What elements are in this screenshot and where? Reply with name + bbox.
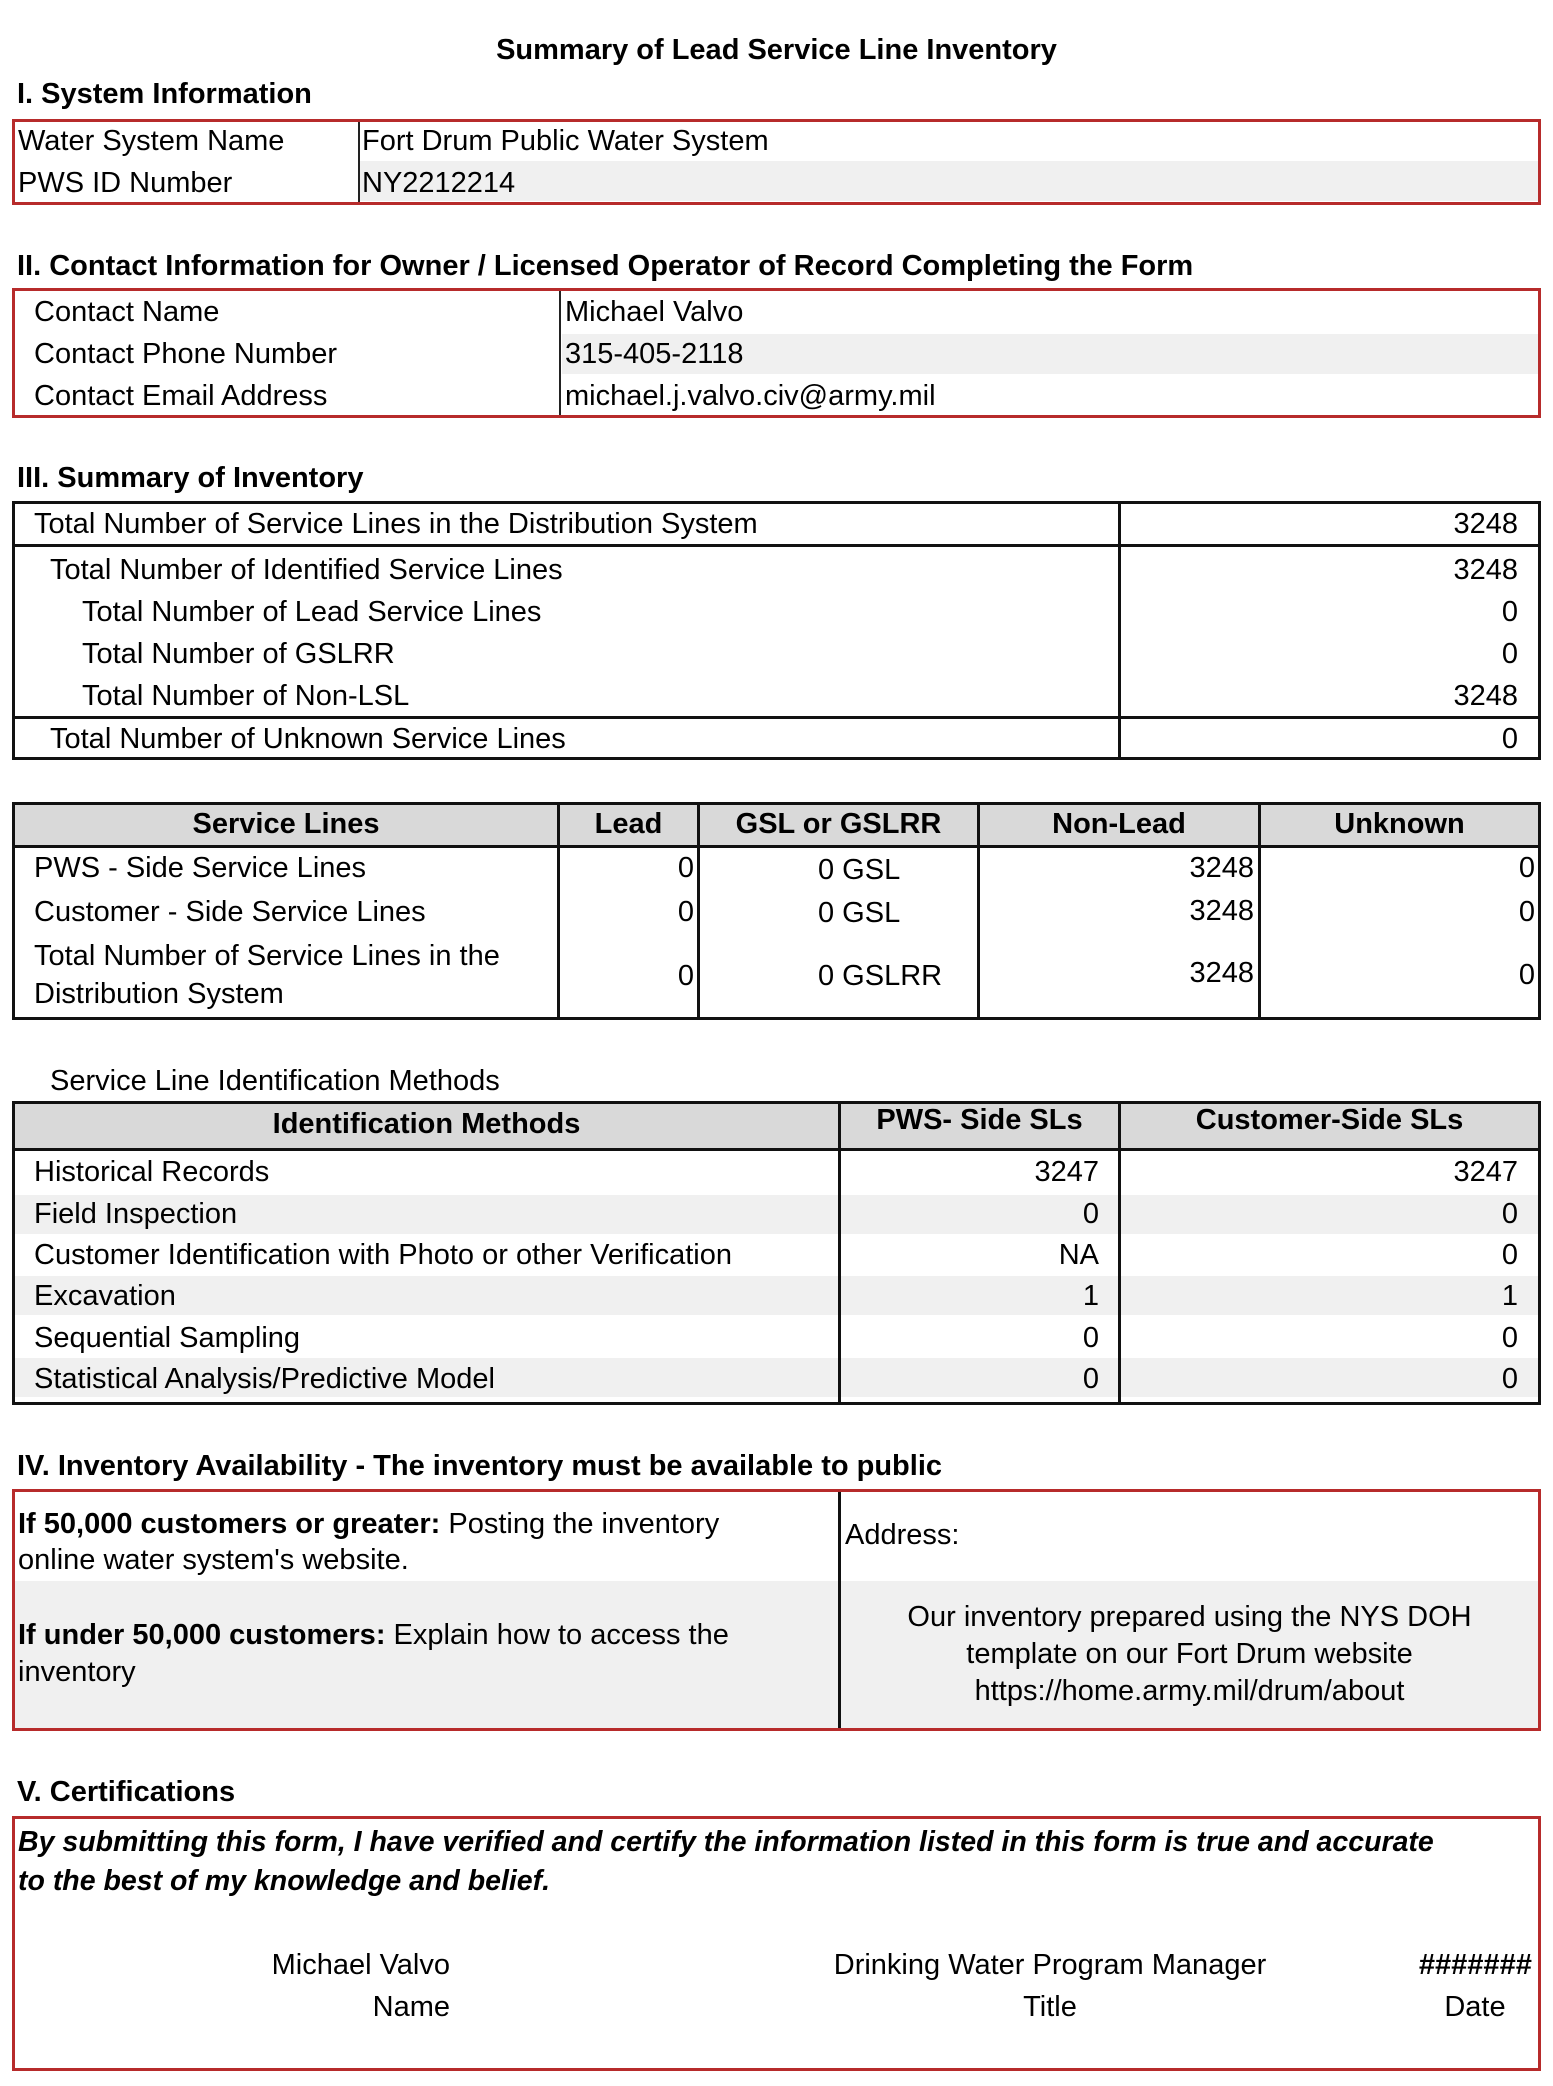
historical-records-customer: 3247 — [1453, 1156, 1518, 1188]
gsl-header: GSL or GSLRR — [735, 808, 942, 840]
signer-title: Drinking Water Program Manager — [833, 1949, 1267, 1981]
section-inventory-availability-heading: IV. Inventory Availability - The inventory must be available to public — [17, 1450, 943, 1482]
section-system-information-heading: I. System Information — [17, 78, 312, 110]
signer-name: Michael Valvo — [271, 1949, 450, 1981]
non-lead-header: Non-Lead — [1052, 808, 1186, 840]
sequential-sampling-pws: 0 — [1082, 1322, 1099, 1354]
certification-statement-line2: to the best of my knowledge and belief. — [18, 1865, 551, 1897]
lead-service-lines-value: 0 — [1501, 596, 1518, 628]
contact-email-value: michael.j.valvo.civ@army.mil — [565, 380, 936, 412]
gslrr-label: Total Number of GSLRR — [82, 638, 395, 670]
customer-identification-pws: NA — [1058, 1239, 1099, 1271]
contact-name-label: Contact Name — [34, 296, 220, 328]
excavation-customer: 1 — [1501, 1280, 1518, 1312]
statistical-analysis-customer: 0 — [1501, 1363, 1518, 1395]
large-system-text-line2: online water system's website. — [18, 1544, 409, 1576]
total-service-lines-value: 3248 — [1453, 508, 1518, 540]
total-row-label-line2: Distribution System — [34, 978, 284, 1010]
method-historical-records: Historical Records — [34, 1156, 270, 1188]
total-row-nonlead: 3248 — [1189, 957, 1254, 989]
customer-side-gsl: 0 GSL — [818, 897, 901, 929]
section-summary-inventory-heading: III. Summary of Inventory — [17, 462, 364, 494]
identification-methods-header: Identification Methods — [272, 1108, 581, 1140]
contact-name-value: Michael Valvo — [565, 296, 744, 328]
method-field-inspection: Field Inspection — [34, 1198, 238, 1230]
total-row-unknown: 0 — [1518, 959, 1535, 991]
pws-side-sls-header: PWS- Side SLs — [876, 1104, 1083, 1136]
total-row-lead: 0 — [677, 960, 694, 992]
pws-id-label: PWS ID Number — [18, 167, 233, 199]
method-sequential-sampling: Sequential Sampling — [34, 1322, 301, 1354]
pws-side-nonlead: 3248 — [1189, 852, 1254, 884]
certification-statement-line1: By submitting this form, I have verified and certify the information listed in this form is true and accurate — [18, 1826, 1434, 1858]
lead-header: Lead — [594, 808, 663, 840]
title-label: Title — [1023, 1991, 1077, 2023]
lead-service-lines-label: Total Number of Lead Service Lines — [82, 596, 542, 628]
statistical-analysis-pws: 0 — [1082, 1363, 1099, 1395]
small-system-rest: Explain how to access the — [385, 1619, 729, 1651]
explain-line1: Our inventory prepared using the NYS DOH — [907, 1601, 1472, 1633]
customer-side-sls-header: Customer-Side SLs — [1195, 1104, 1464, 1136]
customer-identification-customer: 0 — [1501, 1239, 1518, 1271]
signed-date: ####### — [1418, 1949, 1532, 1981]
water-system-name-label: Water System Name — [18, 125, 285, 157]
field-inspection-customer: 0 — [1501, 1198, 1518, 1230]
total-row-gsl: 0 GSLRR — [818, 960, 943, 992]
small-system-text-line1 — [18, 1616, 729, 1654]
water-system-name-value: Fort Drum Public Water System — [362, 125, 769, 157]
customer-side-unknown: 0 — [1518, 896, 1535, 928]
gslrr-value: 0 — [1501, 638, 1518, 670]
small-system-text-line2: inventory — [18, 1656, 136, 1688]
historical-records-pws: 3247 — [1034, 1156, 1099, 1188]
pws-id-value: NY2212214 — [362, 167, 516, 199]
pws-side-lead: 0 — [677, 852, 694, 884]
non-lsl-value: 3248 — [1453, 680, 1518, 712]
explain-line2: template on our Fort Drum website — [966, 1638, 1413, 1670]
id-methods-caption: Service Line Identification Methods — [50, 1065, 500, 1097]
customer-side-label: Customer - Side Service Lines — [34, 896, 426, 928]
method-statistical-analysis: Statistical Analysis/Predictive Model — [34, 1363, 495, 1395]
customer-side-lead: 0 — [677, 896, 694, 928]
section-certifications-heading: V. Certifications — [17, 1776, 236, 1808]
identified-service-lines-value: 3248 — [1453, 554, 1518, 586]
large-system-bold: If 50,000 customers or greater: — [18, 1508, 441, 1540]
section-contact-information-heading: II. Contact Information for Owner / Licensed Operator of Record Completing the Form — [17, 250, 1194, 282]
unknown-service-lines-value: 0 — [1501, 723, 1518, 755]
non-lsl-label: Total Number of Non-LSL — [82, 680, 410, 712]
field-inspection-pws: 0 — [1082, 1198, 1099, 1230]
method-excavation: Excavation — [34, 1280, 176, 1312]
contact-phone-label: Contact Phone Number — [34, 338, 338, 370]
total-row-label-line1: Total Number of Service Lines in the — [34, 940, 500, 972]
address-label: Address: — [845, 1519, 960, 1551]
method-customer-identification: Customer Identification with Photo or other Verification — [34, 1239, 732, 1271]
explain-line3: https://home.army.mil/drum/about — [974, 1675, 1405, 1707]
excavation-pws: 1 — [1082, 1280, 1099, 1312]
contact-phone-value: 315-405-2118 — [565, 338, 744, 370]
large-system-text-line1 — [18, 1505, 719, 1543]
name-label: Name — [372, 1991, 450, 2023]
small-system-bold: If under 50,000 customers: — [18, 1619, 386, 1651]
large-system-rest: Posting the inventory — [440, 1508, 720, 1540]
total-service-lines-label: Total Number of Service Lines in the Distribution System — [34, 508, 758, 540]
page-title: Summary of Lead Service Line Inventory — [496, 34, 1057, 66]
unknown-service-lines-label: Total Number of Unknown Service Lines — [50, 723, 566, 755]
customer-side-nonlead: 3248 — [1189, 895, 1254, 927]
date-label: Date — [1444, 1991, 1506, 2023]
unknown-header: Unknown — [1334, 808, 1465, 840]
pws-side-label: PWS - Side Service Lines — [34, 852, 367, 884]
pws-side-gsl: 0 GSL — [818, 854, 901, 886]
sequential-sampling-customer: 0 — [1501, 1322, 1518, 1354]
identified-service-lines-label: Total Number of Identified Service Lines — [50, 554, 563, 586]
contact-email-label: Contact Email Address — [34, 380, 328, 412]
service-lines-header: Service Lines — [192, 808, 380, 840]
pws-side-unknown: 0 — [1518, 852, 1535, 884]
